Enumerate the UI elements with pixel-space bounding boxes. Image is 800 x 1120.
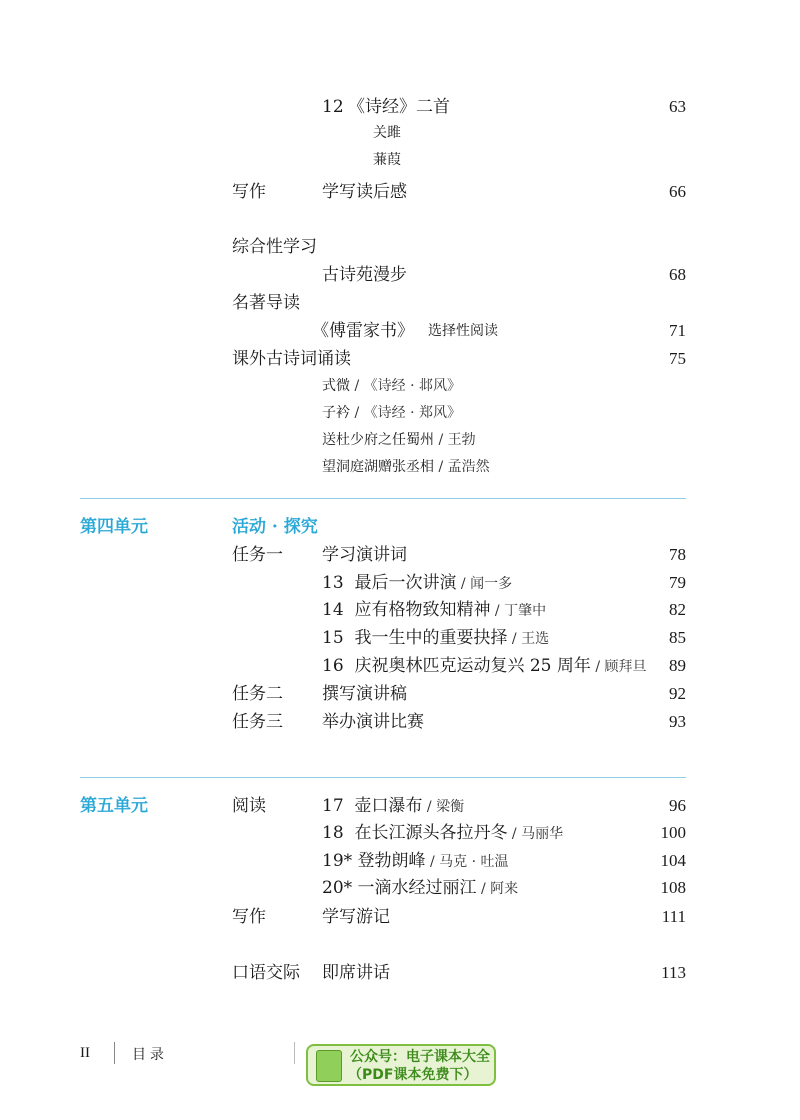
separator: / <box>434 459 448 475</box>
lesson-12-title[interactable]: 《诗经》二首 <box>348 97 450 117</box>
lesson-author: 梁衡 <box>436 799 465 815</box>
lesson-13[interactable] <box>322 572 512 595</box>
lesson-19[interactable] <box>322 850 509 873</box>
poem-title: 子衿 <box>322 405 350 421</box>
separator: / <box>350 378 364 394</box>
badge-line-2: （PDF课本免费下） <box>348 1067 478 1083</box>
lesson-author: 阿来 <box>490 881 519 897</box>
list-item <box>322 430 476 450</box>
separator: / <box>425 854 440 870</box>
separator: / <box>456 576 471 592</box>
task-1-title[interactable]: 学习演讲词 <box>322 545 407 565</box>
poem-title: 式微 <box>322 378 350 394</box>
lesson-20-page: 108 <box>660 878 686 897</box>
lesson-number: 18 <box>322 823 344 843</box>
classic-reading-note: 选择性阅读 <box>428 323 498 339</box>
lesson-title: 一滴水经过丽江 <box>357 878 477 898</box>
extra-poems-label[interactable]: 课外古诗词诵读 <box>232 349 351 369</box>
extra-poems-page: 75 <box>669 349 686 368</box>
task-3-page: 93 <box>669 712 686 731</box>
lesson-17-page: 96 <box>669 796 686 815</box>
lesson-number: 19* <box>322 851 353 871</box>
writing-label: 写作 <box>232 907 266 927</box>
footer-divider <box>114 1042 115 1064</box>
lesson-author: 王选 <box>521 631 550 647</box>
lesson-14-page: 82 <box>669 600 686 619</box>
poem-author: 王勃 <box>447 432 476 448</box>
lesson-number: 14 <box>322 600 344 620</box>
poem-title: 送杜少府之任蜀州 <box>322 432 434 448</box>
writing-title[interactable]: 学写读后感 <box>322 182 407 202</box>
lesson-15[interactable] <box>322 627 549 650</box>
lesson-number: 17 <box>322 796 344 816</box>
lesson-author: 马克 · 吐温 <box>439 854 509 870</box>
poem-title: 望洞庭湖赠张丞相 <box>322 459 434 475</box>
separator: / <box>350 405 364 421</box>
classic-reading-title[interactable]: 《傅雷家书》 <box>312 321 414 341</box>
lesson-17[interactable] <box>322 795 464 818</box>
lesson-12-number: 12 <box>322 97 344 117</box>
writing-label: 写作 <box>232 182 266 202</box>
separator: / <box>476 881 491 897</box>
writing-title[interactable]: 学写游记 <box>322 907 390 927</box>
separator: / <box>422 799 437 815</box>
writing-page: 111 <box>661 907 686 926</box>
task-2-page: 92 <box>669 684 686 703</box>
task-1-label: 任务一 <box>232 545 283 565</box>
unit-4-theme: 活动 · 探究 <box>232 517 318 537</box>
lesson-number: 13 <box>322 573 344 593</box>
separator: / <box>490 603 505 619</box>
lesson-16[interactable] <box>322 655 647 678</box>
separator: / <box>434 432 448 448</box>
lesson-title: 壶口瀑布 <box>354 796 423 816</box>
lesson-title: 登勃朗峰 <box>357 851 426 871</box>
task-2-title[interactable]: 撰写演讲稿 <box>322 684 407 704</box>
lesson-20[interactable] <box>322 877 518 900</box>
poem-source: 《诗经 · 郑风》 <box>363 405 461 421</box>
section-divider <box>80 498 686 499</box>
classic-reading-page: 71 <box>669 321 686 340</box>
separator: / <box>507 631 522 647</box>
footer-section-title: 目 录 <box>132 1046 164 1062</box>
lesson-author: 闻一多 <box>470 576 513 592</box>
writing-page: 66 <box>669 182 686 201</box>
footer-divider <box>294 1042 295 1064</box>
lesson-15-page: 85 <box>669 628 686 647</box>
list-item <box>322 457 490 477</box>
list-item <box>322 376 461 396</box>
reading-label: 阅读 <box>232 796 266 816</box>
comprehensive-study-page: 68 <box>669 265 686 284</box>
poem-guanju: 关雎 <box>373 125 401 141</box>
page-numeral: II <box>80 1045 90 1061</box>
lesson-12-page: 63 <box>669 97 686 116</box>
oral-label: 口语交际 <box>232 963 300 983</box>
lesson-16-page: 89 <box>669 656 686 675</box>
lesson-title: 最后一次讲演 <box>354 573 457 593</box>
task-3-title[interactable]: 举办演讲比赛 <box>322 712 424 732</box>
lesson-author: 丁肇中 <box>504 603 547 619</box>
task-1-page: 78 <box>669 545 686 564</box>
book-icon <box>316 1050 342 1082</box>
task-3-label: 任务三 <box>232 712 283 732</box>
separator: / <box>507 826 522 842</box>
oral-title[interactable]: 即席讲话 <box>322 963 390 983</box>
lesson-18[interactable] <box>322 822 563 845</box>
lesson-18-page: 100 <box>660 823 686 842</box>
lesson-number: 20* <box>322 878 353 898</box>
lesson-14[interactable] <box>322 599 546 622</box>
poem-author: 孟浩然 <box>447 459 490 475</box>
lesson-author: 顾拜旦 <box>604 659 647 675</box>
poem-jianjia: 蒹葭 <box>373 152 401 168</box>
task-2-label: 任务二 <box>232 684 283 704</box>
lesson-number: 15 <box>322 628 344 648</box>
list-item <box>322 403 461 423</box>
lesson-19-page: 104 <box>660 851 686 870</box>
badge-line-1: 公众号：电子课本大全 <box>350 1049 490 1065</box>
lesson-title: 我一生中的重要抉择 <box>354 628 508 648</box>
separator: / <box>590 659 605 675</box>
lesson-author: 马丽华 <box>521 826 564 842</box>
watermark-badge <box>306 1044 496 1086</box>
classic-reading-label: 名著导读 <box>232 293 300 313</box>
lesson-title: 庆祝奥林匹克运动复兴 25 周年 <box>354 656 591 676</box>
poem-source: 《诗经 · 邶风》 <box>363 378 461 394</box>
comprehensive-study-label: 综合性学习 <box>232 237 317 257</box>
lesson-13-page: 79 <box>669 573 686 592</box>
lesson-title: 在长江源头各拉丹冬 <box>354 823 508 843</box>
section-divider <box>80 777 686 778</box>
unit-4-label[interactable]: 第四单元 <box>80 517 148 537</box>
oral-page: 113 <box>661 963 686 982</box>
lesson-title: 应有格物致知精神 <box>354 600 491 620</box>
lesson-number: 16 <box>322 656 344 676</box>
comprehensive-study-title[interactable]: 古诗苑漫步 <box>322 265 407 285</box>
unit-5-label[interactable]: 第五单元 <box>80 796 148 816</box>
